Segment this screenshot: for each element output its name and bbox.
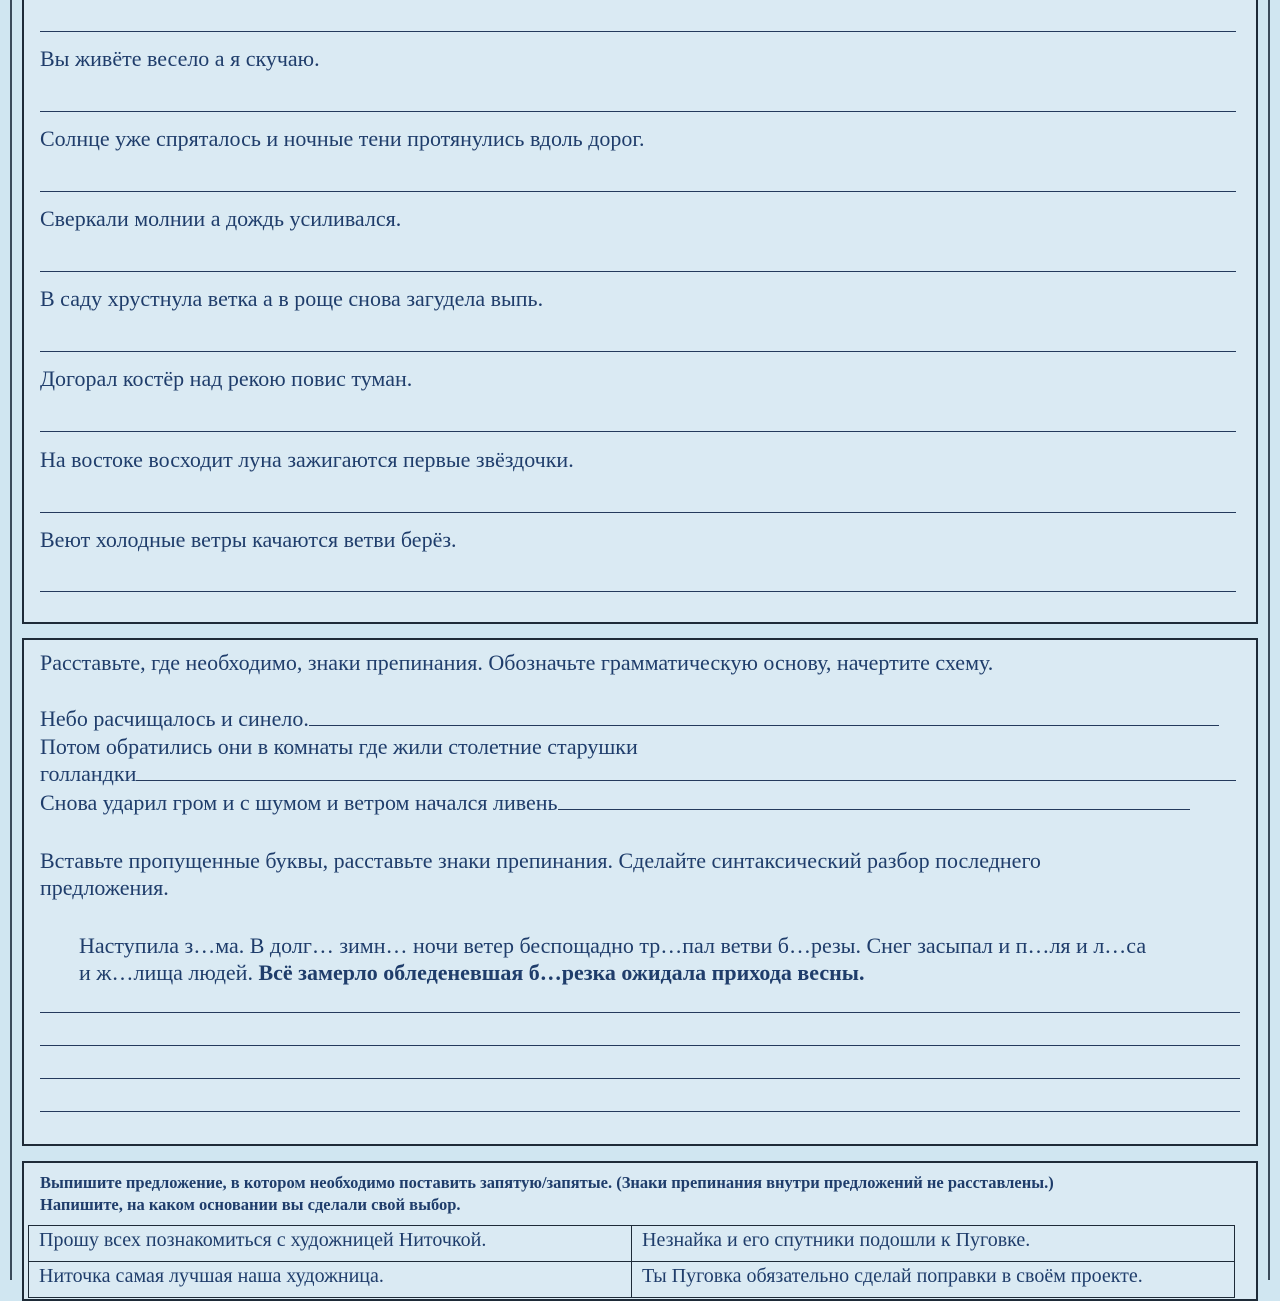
- sentence-rooms-line1: Потом обратились они в комнаты где жили столетние старушки: [40, 734, 638, 759]
- sentence-rooms-line2: [40, 761, 1236, 787]
- answer-line: [40, 191, 1236, 192]
- sentence-5: Догорал костёр над рекою повис туман.: [40, 366, 413, 391]
- answer-line: [40, 351, 1236, 352]
- table-cell: Незнайка и его спутники подошли к Пуговке.: [632, 1226, 1235, 1262]
- answer-line: [40, 591, 1236, 592]
- answer-line: [40, 431, 1236, 432]
- instruction-punctuation: Расставьте, где необходимо, знаки препинания. Обозначьте грамматическую основу, начертите схему.: [40, 650, 994, 675]
- sentences-table: [28, 1225, 1235, 1298]
- table-cell: Прошу всех познакомиться с художницей Ниточкой.: [29, 1226, 632, 1262]
- answer-line: [40, 1111, 1240, 1112]
- table-cell: Ниточка самая лучшая наша художница.: [29, 1262, 632, 1298]
- dictation-text-line1: Наступила з…ма. В долг… зимн… ночи ветер беспощадно тр…пал ветви б…резы. Снег засыпал и п…ля и л…са: [79, 933, 1147, 958]
- sentence-4: В саду хрустнула ветка а в роще снова загудела выпь.: [40, 286, 544, 311]
- dictation-bold-sentence: Всё замерло обледеневшая б…резка ожидала прихода весны.: [258, 960, 865, 985]
- answer-line: [136, 762, 1236, 781]
- sentence-2: Солнце уже спряталось и ночные тени протянулись вдоль дорог.: [40, 126, 645, 151]
- answer-line: [40, 1012, 1240, 1013]
- sentence-6: На востоке восходит луна зажигаются первые звёздочки.: [40, 447, 574, 472]
- answer-line: [40, 111, 1236, 112]
- sentence-sky-text: Небо расчищалось и синело.: [40, 706, 309, 731]
- page-border-right: [1268, 0, 1270, 1280]
- exercise-box-sentences: [22, 0, 1258, 624]
- sentence-thunder-text: Снова ударил гром и с шумом и ветром начался ливень: [40, 790, 558, 815]
- exercise-box-choose-sentence: [22, 1161, 1258, 1301]
- answer-line: [40, 512, 1236, 513]
- instruction-letters-line1: Вставьте пропущенные буквы, расставьте знаки препинания. Сделайте синтаксический разбор последнего: [40, 848, 1041, 873]
- sentence-3: Сверкали молнии а дождь усиливался.: [40, 206, 402, 231]
- page-border-left: [10, 0, 12, 1280]
- sentence-thunder: [40, 790, 1190, 816]
- dictation-plain: и ж…лища людей.: [79, 960, 259, 985]
- sentence-rooms-text: голландки: [40, 761, 137, 786]
- sentence-1: Вы живёте весело а я скучаю.: [40, 46, 320, 71]
- dictation-text-line2: [79, 960, 864, 986]
- answer-line: [558, 791, 1190, 810]
- table-cell: Ты Пуговка обязательно сделай поправки в своём проекте.: [632, 1262, 1235, 1298]
- answer-line: [40, 31, 1236, 32]
- sentence-7: Веют холодные ветры качаются ветви берёз.: [40, 527, 457, 552]
- exercise-box-punctuation: [22, 638, 1258, 1146]
- table-row: [29, 1226, 1235, 1262]
- answer-line: [40, 271, 1236, 272]
- sentence-sky: [40, 706, 1219, 732]
- answer-line: [40, 1078, 1240, 1079]
- answer-line: [40, 1045, 1240, 1046]
- answer-line: [309, 707, 1219, 726]
- instruction-letters-line2: предложения.: [40, 875, 169, 900]
- instruction-choose-line1: Выпишите предложение, в котором необходимо поставить запятую/запятые. (Знаки препинания внутри предложений не расставлены.): [40, 1173, 1054, 1192]
- instruction-choose-line2: Напишите, на каком основании вы сделали свой выбор.: [40, 1195, 461, 1214]
